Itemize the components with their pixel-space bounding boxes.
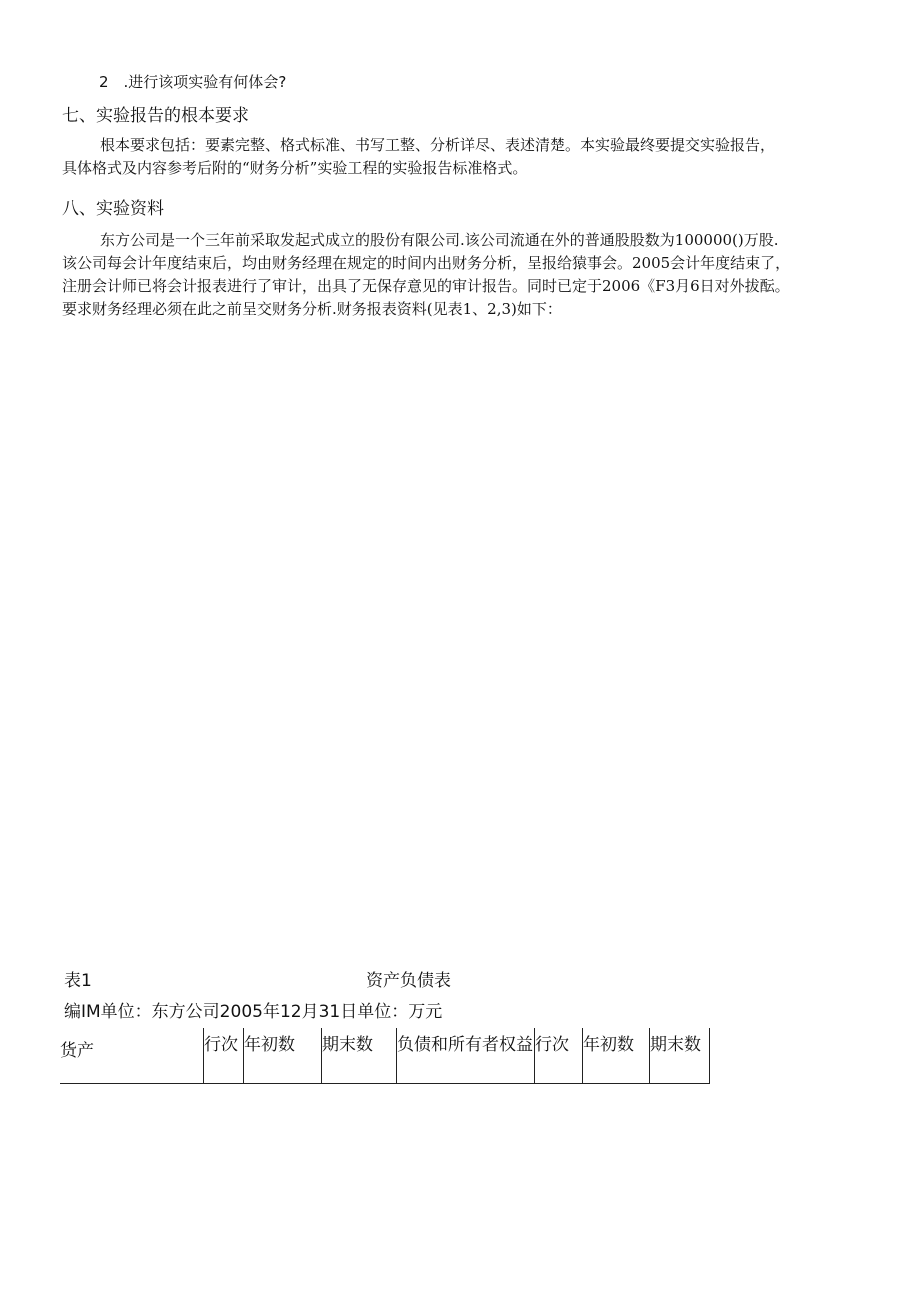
- paragraph-line: 要求财务经理必须在此之前呈交财务分析.财务报表资料(见表1、2,3)如下：: [62, 300, 562, 318]
- table-unit-line: 编IM单位：东方公司2005年12月31日单位：万元: [64, 1002, 443, 1022]
- section-heading-7: 七、实验报告的根本要求: [62, 106, 249, 126]
- header-cell-opening-2: 年初数: [582, 1028, 649, 1083]
- header-cell-opening: 年初数: [243, 1028, 321, 1083]
- section-heading-8: 八、实验资料: [62, 199, 164, 219]
- table-title: 资产负债表: [366, 971, 451, 991]
- header-cell-row-no: 行次: [203, 1028, 243, 1083]
- section-7-paragraph: [62, 134, 775, 180]
- header-cell-row-no-2: 行次: [534, 1028, 582, 1083]
- paragraph-line: 根本要求包括：要素完整、格式标准、书写工整、分析详尽、表述清楚。本实验最终要提交实验报告，: [100, 136, 776, 154]
- paragraph-line: 东方公司是一个三年前采取发起式成立的股份有限公司.该公司流通在外的普通股股数为100000()万股.: [100, 231, 779, 249]
- table-number: 表1: [64, 971, 92, 991]
- balance-sheet-header-row: [60, 1028, 710, 1084]
- paragraph-line: 该公司每会计年度结束后，均由财务经理在规定的时间内出财务分析，呈报给猿事会。2005会计年度结束了，: [62, 254, 791, 272]
- header-cell-assets: 货产: [60, 1041, 94, 1061]
- header-cell-closing: 期末数: [321, 1028, 396, 1083]
- section-8-paragraph: [62, 229, 790, 321]
- header-cell-liabilities-equity: 负债和所有者权益: [396, 1028, 534, 1083]
- question-item-2: 2 .进行该项实验有何体会?: [99, 73, 287, 91]
- paragraph-line: 注册会计师已将会计报表进行了审计，出具了无保存意见的审计报告。同时已定于2006《F3月6日对外拔酝。: [62, 277, 790, 295]
- paragraph-line: 具体格式及内容参考后附的“财务分析”实验工程的实验报告标准格式。: [62, 159, 528, 177]
- header-cell-closing-2: 期末数: [649, 1028, 710, 1083]
